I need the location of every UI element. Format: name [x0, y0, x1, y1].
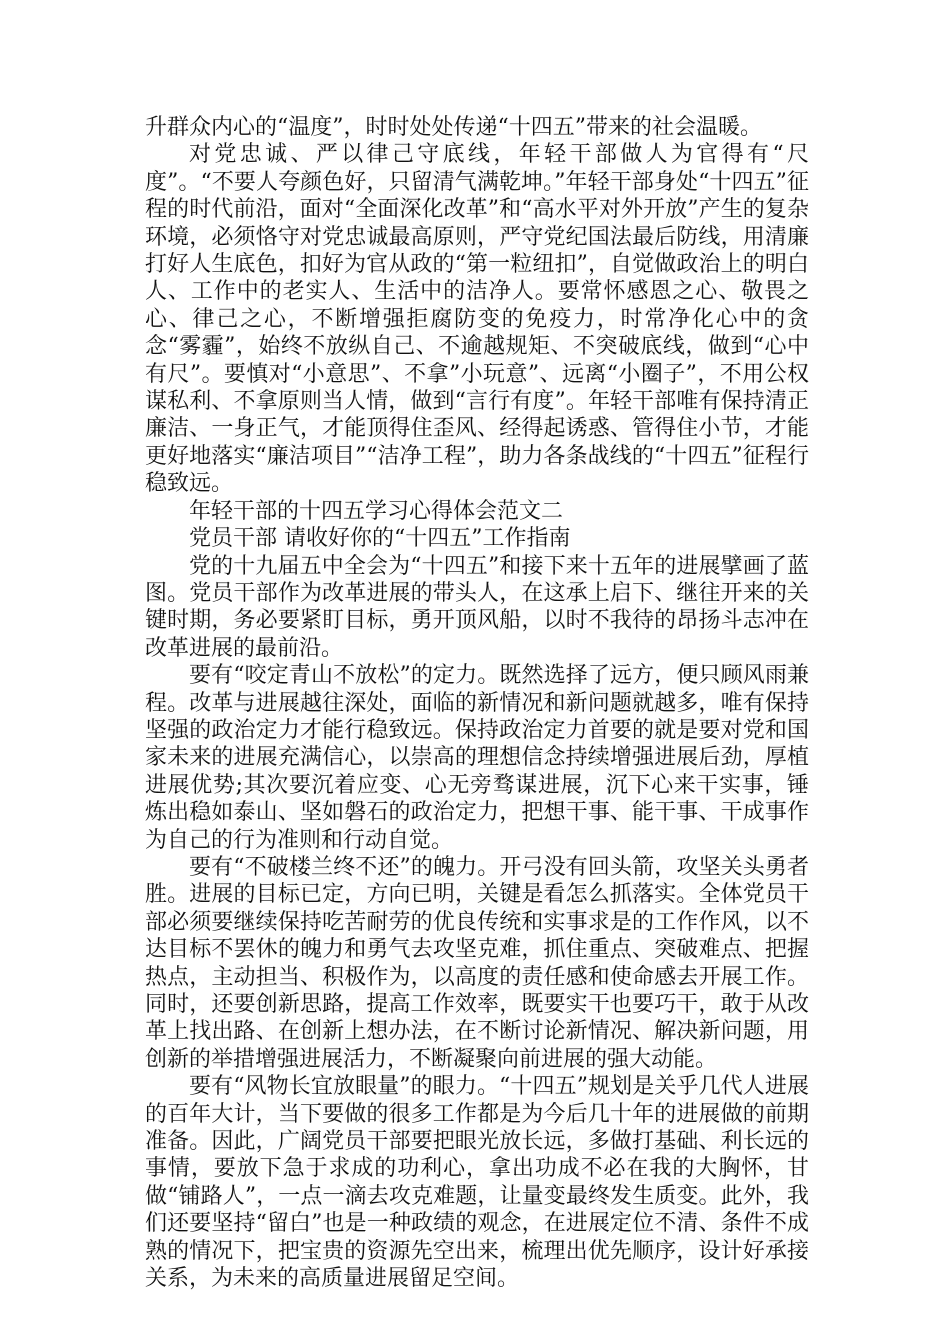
paragraph-intro: 党的十九届五中全会为“十四五”和接下来十五年的进展擘画了蓝图。党员干部作为改革进展的带头人，在这承上启下、继往开来的关键时期，务必要紧盯目标，勇开顶风船，以时不我待的昂扬斗志冲在改革进展的最前沿。	[145, 553, 809, 661]
section-title: 年轻干部的十四五学习心得体会范文二	[189, 498, 564, 524]
article-title: 党员干部 请收好你的“十四五”工作指南	[189, 526, 571, 552]
paragraph-courage: 要有“不破楼兰终不还”的魄力。开弓没有回头箭，攻坚关头勇者胜。进展的目标已定，方向已明，关键是看怎么抓落实。全体党员干部必须要继续保持吃苦耐劳的优良传统和实事求是的工作作风，以不达目标不罢休的魄力和勇气去攻坚克难，抓住重点、突破难点、把握热点，主动担当、积极作为，以高度的责任感和使命感去开展工作。同时，还要创新思路，提高工作效率，既要实干也要巧干，敢于从改革上找出路、在创新上想办法，在不断讨论新情况、解决新问题，用创新的举措增强进展活力，不断凝聚向前进展的强大动能。	[145, 854, 809, 1072]
paragraph-continued: 升群众内心的“温度”，时时处处传递“十四五”带来的社会温暖。	[145, 115, 762, 140]
document-page	[145, 114, 809, 1292]
paragraph-vision: 要有“风物长宜放眼量”的眼力。“十四五”规划是关乎几代人进展的百年大计，当下要做的很多工作都是为今后几十年的进展做的前期准备。因此，广阔党员干部要把眼光放长远，多做打基础、利长远的事情，要放下急于求成的功利心，拿出功成不必在我的大胸怀，甘做“铺路人”，一点一滴去攻克难题，让量变最终发生质变。此外，我们还要坚持“留白”也是一种政绩的观念，在进展定位不清、条件不成熟的情况下，把宝贵的资源先空出来，梳理出优先顺序，设计好承接关系，为未来的高质量进展留足空间。	[145, 1074, 809, 1292]
paragraph-determination: 要有“咬定青山不放松”的定力。既然选择了远方，便只顾风雨兼程。改革与进展越往深处，面临的新情况和新问题就越多，唯有保持坚强的政治定力才能行稳致远。保持政治定力首要的就是要对党和国家未来的进展充满信心，以崇高的理想信念持续增强进展后劲，厚植进展优势;其次要沉着应变、心无旁骛谋进展，沉下心来干实事，锤炼出稳如泰山、坚如磐石的政治定力，把想干事、能干事、干成事作为自己的行为准则和行动自觉。	[145, 663, 809, 853]
paragraph-integrity: 对党忠诚、严以律己守底线，年轻干部做人为官得有“尺度”。“不要人夸颜色好，只留清气满乾坤。”年轻干部身处“十四五”征程的时代前沿，面对“全面深化改革”和“高水平对外开放”产生的复杂环境，必须恪守对党忠诚最高原则，严守党纪国法最后防线，用清廉打好人生底色，扣好为官从政的“第一粒纽扣”，自觉做政治上的明白人、工作中的老实人、生活中的洁净人。要常怀感恩之心、敬畏之心、律己之心，不断增强拒腐防变的免疫力，时常净化心中的贪念“雾霾”，始终不放纵自己、不逾越规矩、不突破底线，做到“心中有尺”。要慎对“小意思”、不拿”小玩意”、远离“小圈子”，不用公权谋私利、不拿原则当人情，做到“言行有度”。年轻干部唯有保持清正廉洁、一身正气，才能顶得住歪风、经得起诱惑、管得住小节，才能更好地落实“廉洁项目”“洁净工程”，助力各条战线的“十四五”征程行稳致远。	[145, 142, 809, 497]
